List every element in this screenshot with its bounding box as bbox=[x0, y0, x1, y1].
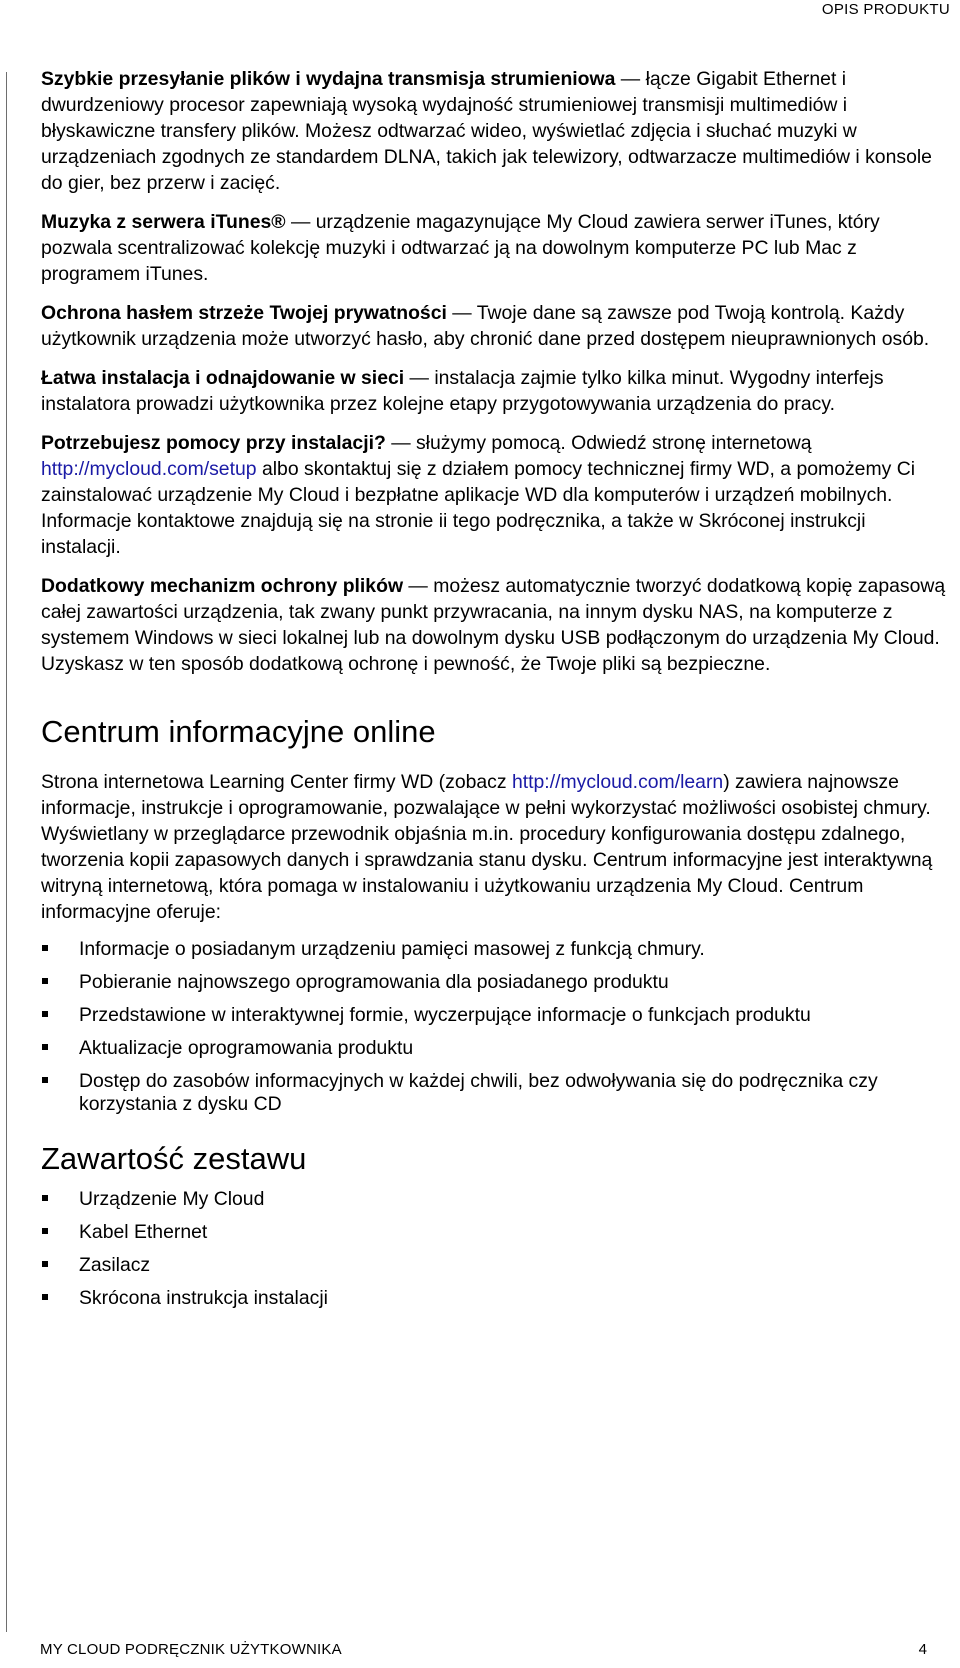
bullet-square-icon bbox=[42, 1261, 48, 1267]
bullet-square-icon bbox=[42, 1294, 48, 1300]
bullet-square-icon bbox=[42, 1077, 48, 1083]
list-item bbox=[41, 1037, 946, 1060]
feature-paragraph bbox=[41, 300, 946, 352]
intro-after: ) zawiera najnowsze informacje, instrukcje i oprogramowanie, pozwalające w pełni wykorzystać możliwości osobistej chmury. Wyświetlany w przeglądarce przewodnik objaśnia m.in. procedury konfigurowania dostępu zdalnego, tworzenia kopii zapasowych danych i sprawdzania stanu dysku. Centrum informacyjne jest interaktywną witryną internetową, która pomaga w instalowaniu i użytkowaniu urządzenia My Cloud. Centrum informacyjne oferuje: bbox=[41, 771, 933, 923]
bullet-square-icon bbox=[42, 1228, 48, 1234]
feature-body: urządzenie magazynujące My Cloud zawiera serwer iTunes, który pozwala scentralizować kolekcję muzyki i odtwarzać ją na dowolnym komputerze PC lub Mac z programem iTunes. bbox=[41, 211, 880, 285]
bullet-square-icon bbox=[42, 1044, 48, 1050]
left-margin-rule bbox=[6, 72, 7, 1632]
section-header-label: OPIS PRODUKTU bbox=[821, 1, 950, 18]
list-item-text: Zasilacz bbox=[79, 1254, 151, 1276]
feature-body: instalacja zajmie tylko kilka minut. Wygodny interfejs instalatora prowadzi użytkownika przez kolejne etapy przygotowywania urządzenia do pracy. bbox=[41, 367, 884, 415]
bullet-square-icon bbox=[42, 1011, 48, 1017]
list-item-text: Pobieranie najnowszego oprogramowania dla posiadanego produktu bbox=[79, 971, 669, 993]
bullet-square-icon bbox=[42, 945, 48, 951]
em-dash: — bbox=[452, 302, 472, 324]
em-dash: — bbox=[290, 211, 311, 233]
help-lead: Potrzebujesz pomocy przy instalacji? bbox=[41, 432, 386, 454]
feature-paragraph bbox=[41, 66, 946, 196]
list-item-text: Informacje o posiadanym urządzeniu pamięci masowej z funkcją chmury. bbox=[79, 938, 705, 960]
list-item-text: Aktualizacje oprogramowania produktu bbox=[79, 1037, 414, 1059]
kit-contents-list bbox=[41, 1188, 946, 1310]
list-item bbox=[41, 1221, 946, 1244]
list-item-text: Kabel Ethernet bbox=[79, 1221, 208, 1243]
feature-body: łącze Gigabit Ethernet i dwurdzeniowy procesor zapewniają wysoką wydajność strumieniowej transmisji multimediów i błyskawiczne transfery plików. Możesz odtwarzać wideo, wyświetlać zdjęcia i słuchać muzyki w urządzeniach zgodnych ze standardem DLNA, takich jak telewizory, odtwarzacze multimediów i konsole do gier, bez przerw i zacięć. bbox=[41, 68, 932, 194]
online-center-list bbox=[41, 938, 946, 1116]
online-center-intro bbox=[41, 769, 946, 925]
em-dash: — bbox=[391, 432, 411, 454]
feature-lead: Ochrona hasłem strzeże Twojej prywatności bbox=[41, 302, 447, 324]
list-item bbox=[41, 1188, 946, 1211]
list-item-text: Dostęp do zasobów informacyjnych w każdej chwili, bez odwoływania się do podręcznika czy korzystania z dysku CD bbox=[79, 1070, 878, 1115]
intro-before: Strona internetowa Learning Center firmy WD (zobacz bbox=[41, 771, 507, 793]
list-item bbox=[41, 1254, 946, 1277]
list-item-text: Przedstawione w interaktywnej formie, wyczerpujące informacje o funkcjach produktu bbox=[79, 1004, 811, 1026]
list-item-text: Urządzenie My Cloud bbox=[79, 1188, 265, 1210]
backup-body: możesz automatycznie tworzyć dodatkową kopię zapasową całej zawartości urządzenia, tak zwany punkt przywracania, na innym dysku NAS, na komputerze z systemem Windows w sieci lokalnej lub na dowolnym dysku USB podłączonym do urządzenia My Cloud. Uzyskasz w ten sposób dodatkową ochronę i pewność, że Twoje pliki są bezpieczne. bbox=[41, 575, 946, 675]
feature-paragraph bbox=[41, 209, 946, 287]
help-paragraph bbox=[41, 430, 946, 560]
list-item bbox=[41, 1004, 946, 1027]
backup-paragraph bbox=[41, 573, 946, 677]
footer-page-number: 4 bbox=[918, 1641, 927, 1658]
feature-lead: Szybkie przesyłanie plików i wydajna transmisja strumieniowa bbox=[41, 68, 616, 90]
bullet-square-icon bbox=[42, 1195, 48, 1201]
learn-link[interactable]: http://mycloud.com/learn bbox=[511, 771, 724, 793]
feature-lead: Łatwa instalacja i odnajdowanie w sieci bbox=[41, 367, 405, 389]
kit-contents-heading: Zawartość zestawu bbox=[41, 1141, 307, 1176]
setup-link[interactable]: http://mycloud.com/setup bbox=[41, 458, 257, 480]
page-content bbox=[41, 66, 946, 1320]
em-dash: — bbox=[620, 68, 641, 90]
help-body-before: służymy pomocą. Odwiedź stronę internetową bbox=[415, 432, 812, 454]
feature-paragraph bbox=[41, 365, 946, 417]
bullet-square-icon bbox=[42, 978, 48, 984]
list-item bbox=[41, 938, 946, 961]
feature-lead: Muzyka z serwera iTunes® bbox=[41, 211, 286, 233]
feature-body: Twoje dane są zawsze pod Twoją kontrolą. Każdy użytkownik urządzenia może utworzyć hasło, aby chronić dane przed dostępem nieuprawnionych osób. bbox=[41, 302, 930, 350]
footer-document-title: MY CLOUD PODRĘCZNIK UŻYTKOWNIKA bbox=[40, 1641, 342, 1658]
list-item bbox=[41, 1287, 946, 1310]
em-dash: — bbox=[409, 367, 429, 389]
list-item bbox=[41, 1070, 946, 1116]
backup-lead: Dodatkowy mechanizm ochrony plików bbox=[41, 575, 404, 597]
em-dash: — bbox=[408, 575, 428, 597]
list-item-text: Skrócona instrukcja instalacji bbox=[79, 1287, 328, 1309]
help-body-after: albo skontaktuj się z działem pomocy technicznej firmy WD, a pomożemy Ci zainstalować urządzenie My Cloud i bezpłatne aplikacje WD dla komputerów i urządzeń mobilnych. Informacje kontaktowe znajdują się na stronie ii tego podręcznika, a także w Skróconej instrukcji instalacji. bbox=[41, 458, 916, 558]
online-center-heading: Centrum informacyjne online bbox=[41, 714, 436, 749]
list-item bbox=[41, 971, 946, 994]
